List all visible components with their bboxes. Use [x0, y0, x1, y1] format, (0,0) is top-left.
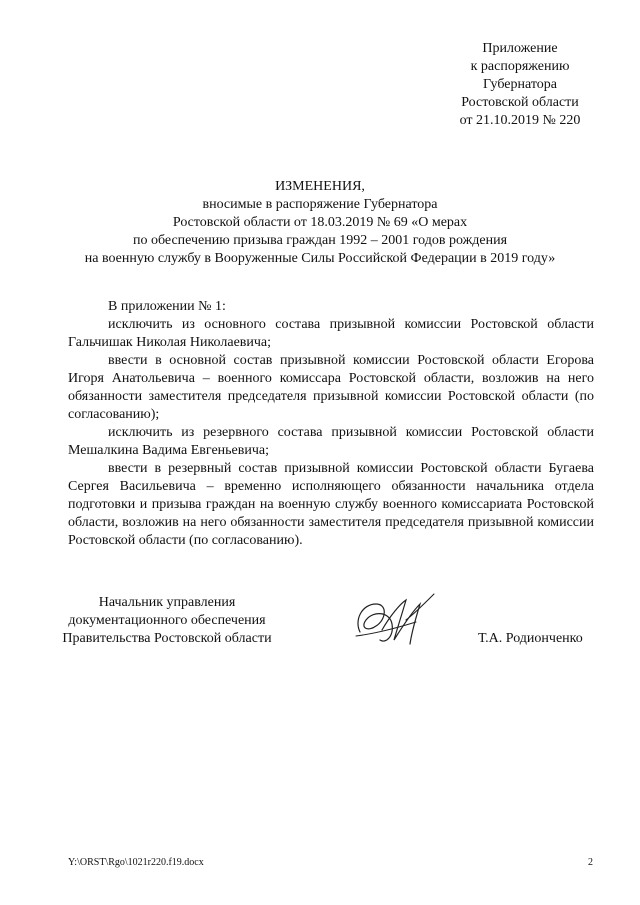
appendix-header — [420, 40, 620, 130]
signatory-position — [40, 594, 294, 648]
handwritten-signature — [346, 590, 446, 652]
title-line: вносимые в распоряжение Губернатора — [202, 197, 438, 212]
appendix-line: Ростовской области — [461, 95, 579, 110]
appendix-line: от 21.10.2019 № 220 — [459, 113, 581, 128]
appendix-line: Губернатора — [482, 77, 558, 92]
position-line: Правительства Ростовской области — [62, 631, 272, 646]
page-number: 2 — [588, 857, 593, 868]
title-line: Ростовской области от 18.03.2019 № 69 «О мерах — [172, 215, 468, 230]
appendix-line: к распоряжению — [470, 59, 570, 74]
title-heading: ИЗМЕНЕНИЯ, — [275, 179, 365, 194]
appendix-line: Приложение — [482, 41, 558, 56]
file-path: Y:\ORST\Rgo\1021r220.f19.docx — [68, 857, 204, 868]
body-paragraph: ввести в резервный состав призывной комиссии Ростовской области Бугаева Сергея Васильевича – временно исполняющего обязанности начальника отдела подготовки и призыва граждан на военную службу военного комиссариата Ростовской области, возложив на него обязанности заместителя председателя призывной комиссии Ростовской области (по согласованию). — [68, 461, 594, 548]
body-paragraph: ввести в основной состав призывной комиссии Ростовской области Егорова Игоря Анатольевича – военного комиссара Ростовской области, возложив на него обязанности заместителя председателя призывной комиссии Ростовской области (по согласованию); — [68, 353, 594, 422]
body-intro: В приложении № 1: — [108, 299, 226, 314]
title-line: на военную службу в Вооруженные Силы Российской Федерации в 2019 году» — [84, 251, 556, 266]
body-paragraph: исключить из основного состава призывной комиссии Ростовской области Гальчишак Николая Николаевича; — [68, 317, 594, 350]
position-line: Начальник управления — [98, 595, 236, 610]
document-body — [68, 298, 594, 550]
document-title — [40, 178, 600, 268]
signatory-name: Т.А. Родионченко — [478, 631, 583, 646]
body-paragraph: исключить из резервного состава призывной комиссии Ростовской области Мешалкина Вадима Евгеньевича; — [68, 425, 594, 458]
title-line: по обеспечению призыва граждан 1992 – 2001 годов рождения — [132, 233, 508, 248]
position-line: документационного обеспечения — [68, 613, 266, 628]
